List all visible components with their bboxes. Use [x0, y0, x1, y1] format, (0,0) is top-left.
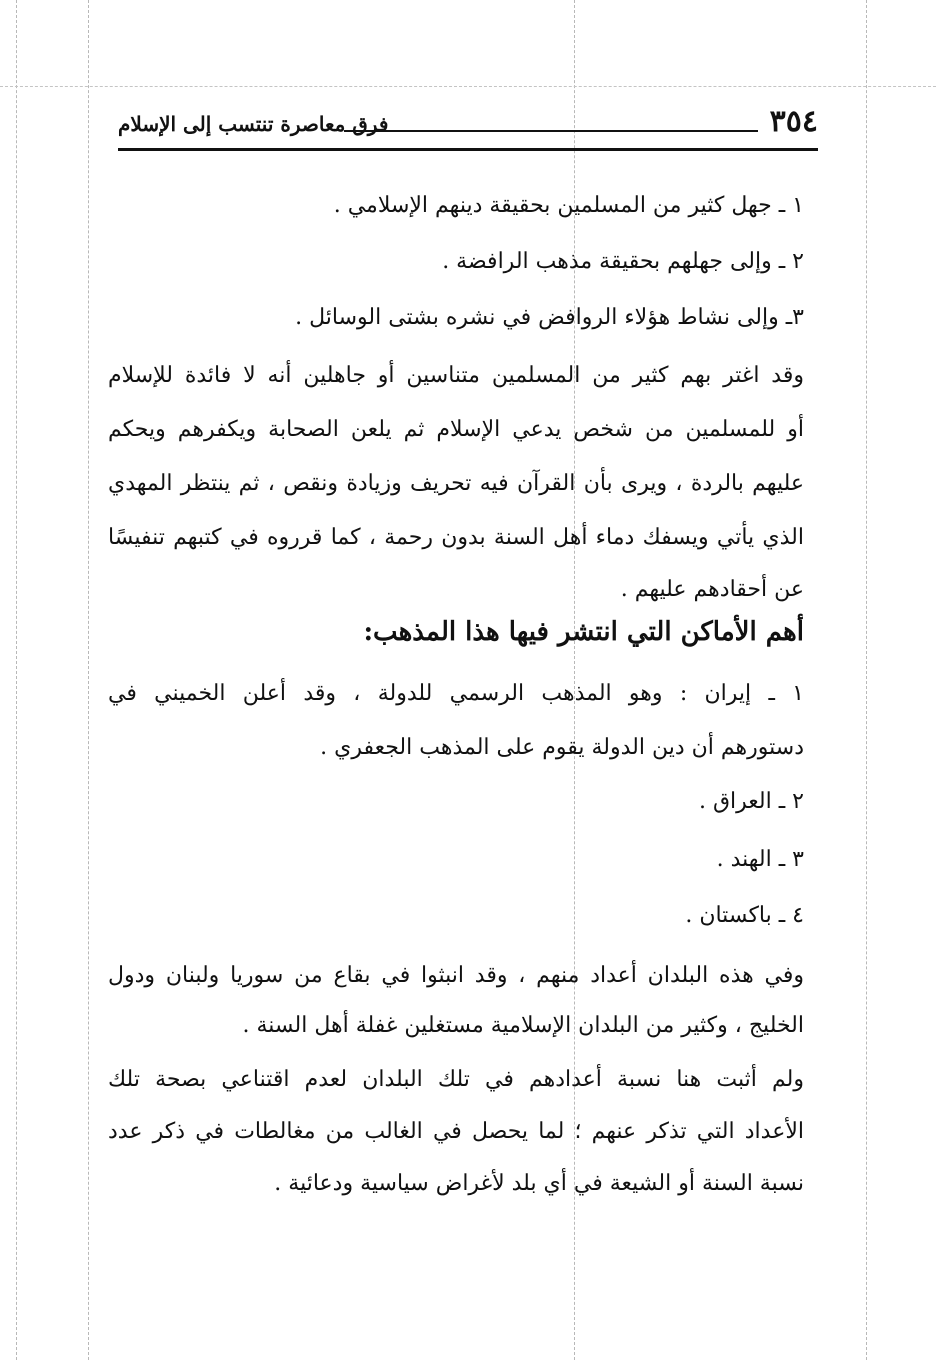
list-item: ٣ ـ الهند .	[716, 847, 804, 872]
list-item: ٢ ـ العراق .	[699, 789, 804, 814]
scan-artifact-line	[16, 0, 17, 1360]
paragraph-line: ولم أثبت هنا نسبة أعدادهم في تلك البلدان لعدم اقتناعي بصحة تلك	[108, 1067, 804, 1092]
header-divider	[344, 130, 758, 132]
list-item: دستورهم أن دين الدولة يقوم على المذهب الجعفري .	[320, 735, 804, 760]
paragraph-line: وقد اغتر بهم كثير من المسلمين متناسين أو جاهلين أنه لا فائدة للإسلام	[108, 363, 804, 388]
list-item: ٢ ـ وإلى جهلهم بحقيقة مذهب الرافضة .	[442, 249, 804, 274]
paragraph-line: وفي هذه البلدان أعداد منهم ، وقد انبثوا في بقاع من سوريا ولبنان ودول	[108, 963, 804, 988]
scan-artifact-line	[88, 0, 89, 1360]
paragraph-line: عليهم بالردة ، ويرى بأن القرآن فيه تحريف وزيادة ونقص ، ثم ينتظر المهدي	[108, 471, 804, 496]
page-header	[118, 104, 818, 154]
paragraph-line: الخليج ، وكثير من البلدان الإسلامية مستغلين غفلة أهل السنة .	[242, 1013, 804, 1038]
list-item: ١ ـ جهل كثير من المسلمين بحقيقة دينهم الإسلامي .	[333, 193, 804, 218]
running-title: فرق معاصرة تنتسب إلى الإسلام	[118, 112, 389, 136]
header-rule	[118, 148, 818, 151]
paragraph-line: أو للمسلمين من شخص يدعي الإسلام ثم يلعن الصحابة ويكفرهم ويحكم	[108, 417, 804, 442]
page-number: ٣٥٤	[769, 104, 818, 139]
scan-artifact-line	[0, 86, 936, 87]
scan-artifact-line	[866, 0, 867, 1360]
paragraph-line: الأعداد التي تذكر عنهم ؛ لما يحصل في الغالب من مغالطات في ذكر عدد	[108, 1119, 804, 1144]
paragraph-line: نسبة السنة أو الشيعة في أي بلد لأغراض سياسية ودعائية .	[274, 1171, 804, 1196]
paragraph-line: الذي يأتي ويسفك دماء أهل السنة بدون رحمة ، كما قرروه في كتبهم تنفيسًا	[108, 525, 804, 550]
list-item: ٣ـ وإلى نشاط هؤلاء الروافض في نشره بشتى الوسائل .	[295, 305, 804, 330]
list-item: ١ ـ إيران : وهو المذهب الرسمي للدولة ، وقد أعلن الخميني في	[108, 681, 804, 706]
list-item: ٤ ـ باكستان .	[685, 903, 804, 928]
section-heading: أهم الأماكن التي انتشر فيها هذا المذهب:	[363, 617, 804, 647]
paragraph-line: عن أحقادهم عليهم .	[620, 577, 804, 602]
